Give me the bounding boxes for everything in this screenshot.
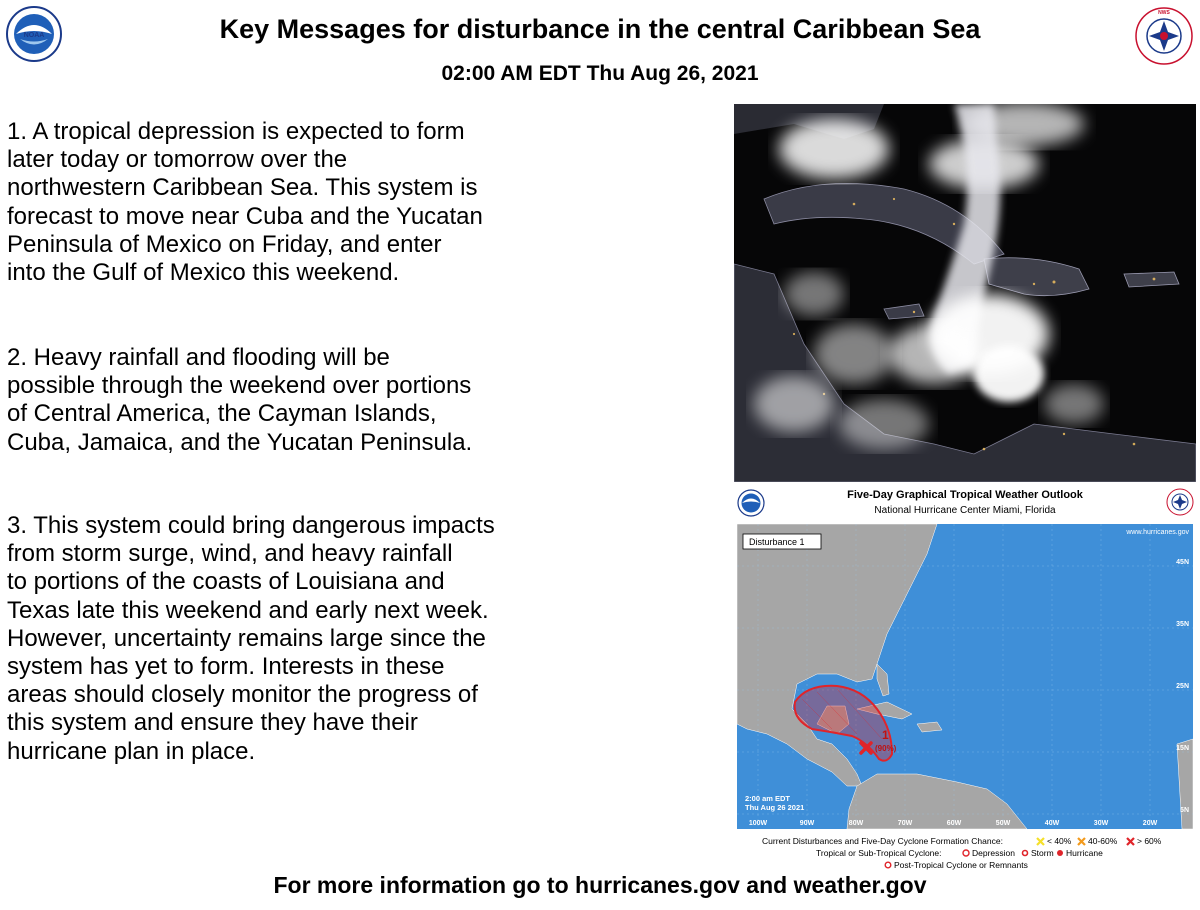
lon-label: 90W bbox=[799, 820, 815, 827]
lon-label: 60W bbox=[946, 820, 962, 827]
lon-label: 70W bbox=[897, 820, 913, 827]
footer-info: For more information go to hurricanes.gov and weather.gov bbox=[273, 872, 927, 898]
key-message-1: 1. A tropical depression is expected to form later today or tomorrow over the northwestern Caribbean Sea. This system is forecast to move near Cuba and the Yucatan Peninsula of Mexico on Friday, and enter into the Gulf of Mexico this weekend. bbox=[7, 118, 483, 287]
outlook-time: 2:00 am EDT bbox=[745, 794, 791, 803]
outlook-date: Thu Aug 26 2021 bbox=[745, 803, 805, 812]
low-chance-x-icon bbox=[1036, 837, 1045, 846]
hurricane-icon bbox=[1056, 849, 1064, 857]
system-number: 1 bbox=[882, 728, 889, 742]
lon-label: 80W bbox=[848, 820, 864, 827]
legend-medium: 40-60% bbox=[1088, 836, 1118, 846]
nws-logo bbox=[1134, 6, 1194, 66]
high-chance-x-icon bbox=[1126, 837, 1135, 846]
legend-hurricane: Hurricane bbox=[1066, 848, 1103, 858]
svg-text:NOAA: NOAA bbox=[23, 32, 45, 39]
post-tropical-icon bbox=[884, 861, 892, 869]
outlook-title: Five-Day Graphical Tropical Weather Outlook bbox=[847, 489, 1083, 501]
key-message-3: 3. This system could bring dangerous impacts from storm surge, wind, and heavy rainfall to portions of the coasts of Louisiana and Texas late this weekend and early next week. However, uncertainty remains large since the system has yet to form. Interests in these areas should closely monitor the progress of this system and ensure they have their hurricane plan in place. bbox=[7, 512, 495, 765]
outlook-nws-logo bbox=[1166, 488, 1194, 516]
lon-label: 40W bbox=[1044, 820, 1060, 827]
svg-text:NWS: NWS bbox=[1158, 10, 1170, 16]
medium-chance-x-icon bbox=[1077, 837, 1086, 846]
outlook-subtitle: National Hurricane Center Miami, Florida bbox=[874, 505, 1056, 516]
lat-label: 25N bbox=[1176, 683, 1189, 690]
lon-label: 20W bbox=[1142, 820, 1158, 827]
satellite-image bbox=[734, 104, 1196, 482]
depression-icon bbox=[962, 849, 970, 857]
storm-icon bbox=[1021, 849, 1029, 857]
lon-label: 30W bbox=[1093, 820, 1109, 827]
lat-label: 35N bbox=[1176, 621, 1189, 628]
lat-label: 5N bbox=[1180, 807, 1189, 814]
formation-chance: (90%) bbox=[875, 744, 897, 753]
disturbance-label: Disturbance 1 bbox=[749, 537, 805, 547]
legend-storm: Storm bbox=[1031, 848, 1054, 858]
lat-label: 45N bbox=[1176, 559, 1189, 566]
legend-row1-label: Current Disturbances and Five-Day Cyclone Formation Chance: bbox=[762, 836, 1003, 846]
five-day-outlook-graphic bbox=[734, 484, 1196, 874]
legend-row3-label: Post-Tropical Cyclone or Remnants bbox=[894, 860, 1028, 870]
legend-low: < 40% bbox=[1047, 836, 1072, 846]
website-label: www.hurricanes.gov bbox=[1126, 529, 1189, 536]
legend-row2-label: Tropical or Sub-Tropical Cyclone: bbox=[816, 848, 942, 858]
outlook-map bbox=[737, 524, 1193, 829]
legend-high: > 60% bbox=[1137, 836, 1162, 846]
issuance-datetime: 02:00 AM EDT Thu Aug 26, 2021 bbox=[441, 62, 759, 85]
key-message-2: 2. Heavy rainfall and flooding will be possible through the weekend over portions of Central America, the Cayman Islands, Cuba, Jamaica, and the Yucatan Peninsula. bbox=[7, 344, 473, 456]
lon-label: 100W bbox=[748, 820, 768, 827]
lon-label: 50W bbox=[995, 820, 1011, 827]
legend-depression: Depression bbox=[972, 848, 1015, 858]
lat-label: 15N bbox=[1176, 745, 1189, 752]
page-title: Key Messages for disturbance in the central Caribbean Sea bbox=[219, 14, 981, 44]
